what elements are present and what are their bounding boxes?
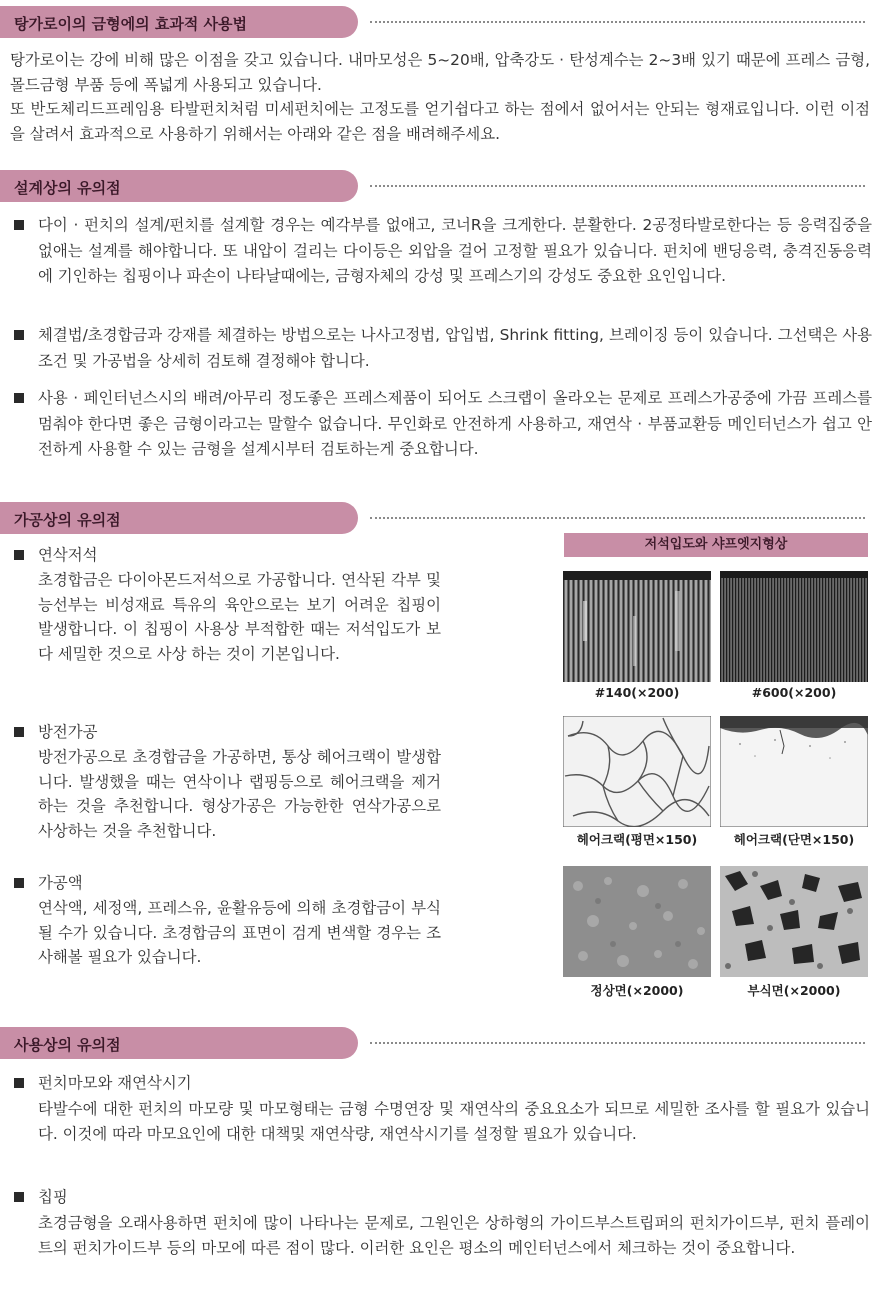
photo-caption: #600(×200) [751, 685, 837, 700]
section-tab [0, 1027, 358, 1059]
photo-caption: #140(×200) [594, 685, 680, 700]
photo-caption: 부식면(×2000) [747, 983, 841, 998]
photo-panel-header: 저석입도와 샤프엣지형상 [564, 533, 868, 557]
section-tab [0, 502, 358, 534]
photo-caption: 헤어크랙(단면×150) [733, 832, 855, 847]
photo-grit-140 [563, 571, 711, 682]
photo-hair-crack-section [720, 716, 868, 827]
bullet-square-icon [14, 1078, 24, 1088]
section-header-usage [0, 1027, 873, 1059]
section-header-design [0, 170, 873, 202]
dotted-divider [370, 1042, 865, 1044]
processing-item-title: 가공액 [38, 874, 83, 892]
photo-corroded-surface [720, 866, 868, 977]
design-item-2 [14, 323, 872, 374]
processing-item-title: 방전가공 [38, 723, 98, 741]
design-item-text: 다이 · 펀치의 설계/펀치를 설계할 경우는 예각부를 없애고, 코너R을 크게한다. 분활한다. 2공정타발로한다는 등 응력집중을 없애는 설계를 해야합니다. 또 내압이 걸리는 다이등은 외압을 걸어 고정할 필요가 있습니다. 펀치에 밴딩응력, 충격진동응력에 기인하는 칩핑이나 파손이 나타날때에는, 금형자체의 강성 및 프레스기의 강성도 중요한 요인입니다. [38, 216, 872, 285]
processing-item-body: 방전가공으로 초경합금을 가공하면, 통상 헤어크랙이 발생합니다. 발생했을 때는 연삭이나 랩핑등으로 헤어크랙을 제거하는 것을 추천합니다. 형상가공은 가능한한 연삭가공으로 사상하는 것을 추천합니다. [38, 748, 441, 840]
section-title: 사용상의 유의점 [14, 1036, 121, 1054]
design-item-1 [14, 213, 872, 290]
bullet-square-icon [14, 878, 24, 888]
photo-caption: 정상면(×2000) [590, 983, 684, 998]
dotted-divider [370, 185, 865, 187]
bullet-square-icon [14, 330, 24, 340]
section-header-intro [0, 6, 873, 38]
usage-item-title: 칩핑 [38, 1188, 68, 1206]
bullet-square-icon [14, 1192, 24, 1202]
usage-item-body: 초경금형을 오래사용하면 펀치에 많이 나타나는 문제로, 그원인은 상하형의 가이드부스트립퍼의 펀치가이드부, 펀치 플레이트의 펀치가이드부 등의 마모에 따른 점이 많다. 이러한 요인은 평소의 메인터넌스에서 체크하는 것이 중요합니다. [38, 1214, 870, 1257]
processing-item-title: 연삭저석 [38, 546, 98, 564]
section-title: 가공상의 유의점 [14, 511, 121, 529]
design-item-text: 사용 · 페인터넌스시의 배려/아무리 정도좋은 프레스제품이 되어도 스크랩이 올라오는 문제로 프레스가공중에 가끔 프레스를 멈춰야 한다면 좋은 금형이라고는 말할수 없습니다. 무인화로 안전하게 사용하고, 재연삭 · 부품교환등 메인터넌스가 쉽고 안전하게 사용할 수 있는 금형을 설계시부터 검토하는게 중요합니다. [38, 389, 872, 458]
intro-paragraph-2: 또 반도체리드프레임용 타발펀치처럼 미세펀치에는 고정도를 얻기쉽다고 하는 점에서 없어서는 안되는 형재료입니다. 이런 이점을 살려서 효과적으로 사용하기 위해서는 아래와 같은 점을 배려해주세요. [10, 100, 870, 143]
design-item-text: 체결법/초경합금과 강재를 체결하는 방법으로는 나사고정법, 압입법, Shrink fitting, 브레이징 등이 있습니다. 그선택은 사용조건 및 가공법을 상세히 검토해 결정해야 합니다. [38, 326, 872, 370]
photo-grit-600 [720, 571, 868, 682]
section-header-processing [0, 502, 873, 534]
usage-item-title: 펀치마모와 재연삭시기 [38, 1074, 192, 1092]
photo-hair-crack-plane [563, 716, 711, 827]
dotted-divider [370, 21, 865, 23]
section-tab [0, 6, 358, 38]
bullet-square-icon [14, 393, 24, 403]
design-item-3 [14, 386, 872, 463]
bullet-square-icon [14, 727, 24, 737]
section-title: 탕가로이의 금형에의 효과적 사용법 [14, 15, 248, 33]
intro-paragraph-1: 탕가로이는 강에 비해 많은 이점을 갖고 있습니다. 내마모성은 5~20배, 압축강도 · 탄성계수는 2~3배 있기 때문에 프레스 금형, 몰드금형 부품 등에 폭넓게 사용되고 있습니다. [10, 51, 870, 94]
dotted-divider [370, 517, 865, 519]
section-tab [0, 170, 358, 202]
bullet-square-icon [14, 220, 24, 230]
processing-item-body: 초경합금은 다이아몬드저석으로 가공합니다. 연삭된 각부 및 능선부는 비성재료 특유의 육안으로는 보기 어려운 칩핑이 발생합니다. 이 칩핑이 사용상 부적합한 때는 저석입도가 보다 세밀한 것으로 사상 하는 것이 기본입니다. [38, 571, 441, 663]
usage-item-body: 타발수에 대한 펀치의 마모량 및 마모형태는 금형 수명연장 및 재연삭의 중요요소가 되므로 세밀한 조사를 할 필요가 있습니다. 이것에 따라 마모요인에 대한 대책및 재연삭량, 재연삭시기를 설정할 필요가 있습니다. [38, 1100, 870, 1143]
bullet-square-icon [14, 550, 24, 560]
section-title: 설계상의 유의점 [14, 179, 121, 197]
processing-item-body: 연삭액, 세정액, 프레스유, 윤활유등에 의해 초경합금이 부식될 수가 있습니다. 초경합금의 표면이 검게 변색할 경우는 조사해볼 필요가 있습니다. [38, 899, 441, 967]
photo-normal-surface [563, 866, 711, 977]
photo-caption: 헤어크랙(평면×150) [576, 832, 698, 847]
